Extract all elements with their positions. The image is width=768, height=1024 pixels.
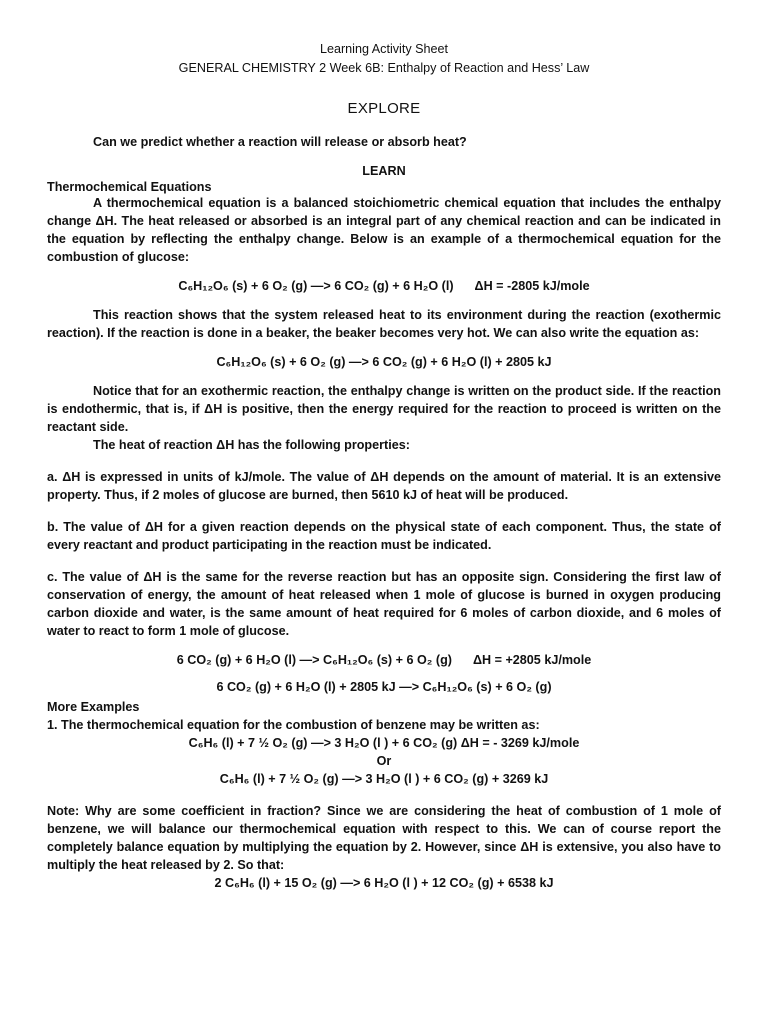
sheet-title: Learning Activity Sheet bbox=[319, 42, 449, 56]
explore-heading: EXPLORE bbox=[347, 100, 421, 117]
explore-question: Can we predict whether a reaction will release or absorb heat? bbox=[93, 135, 467, 149]
equation-benzene: C₆H₆ (l) + 7 ½ O₂ (g) —> 3 H₂O (l ) + 6 CO₂ (g) ΔH = - 3269 kJ/mole bbox=[188, 736, 580, 750]
equation-glucose-heat: C₆H₁₂O₆ (s) + 6 O₂ (g) —> 6 CO₂ (g) + 6 H₂O (l) + 2805 kJ bbox=[216, 355, 552, 369]
note-paragraph: Note: Why are some coefficient in fraction? Since we are considering the heat of combustion of 1 mole of benzene, we will balance our thermochemical equation with respect to this. We can of course report the completely balance equation by multiplying the equation by 2. However, since ΔH is extensive, you also have to multiply the heat released by 2. So that: bbox=[47, 804, 721, 872]
property-b: b. The value of ΔH for a given reaction depends on the physical state of each component. Thus, the state of every reactant and product participating in the reaction must be indicated. bbox=[47, 520, 721, 552]
equation-reverse: 6 CO₂ (g) + 6 H₂O (l) —> C₆H₁₂O₆ (s) + 6 O₂ (g) ΔH = +2805 kJ/mole bbox=[176, 653, 592, 667]
property-c: c. The value of ΔH is the same for the reverse reaction but has an opposite sign. Considering the first law of conservation of energy, the amount of heat released when 1 mole of glucose is burned in oxygen producing carbon dioxide and water, is the same amount of heat required for 6 moles of carbon dioxide, and 6 moles of water to react to form 1 mole of glucose. bbox=[47, 570, 721, 638]
property-a: a. ΔH is expressed in units of kJ/mole. The value of ΔH depends on the amount of material. It is an extensive property. Thus, if 2 moles of glucose are burned, then 5610 kJ of heat will be produced. bbox=[47, 470, 721, 502]
example-1: 1. The thermochemical equation for the combustion of benzene may be written as: bbox=[47, 718, 540, 732]
paragraph-properties-intro: The heat of reaction ΔH has the following properties: bbox=[93, 438, 410, 452]
paragraph-exothermic: This reaction shows that the system released heat to its environment during the reaction (exothermic reaction). If the reaction is done in a beaker, the beaker becomes very hot. We can also write the equation as: bbox=[47, 308, 721, 340]
equation-benzene-doubled: 2 C₆H₆ (l) + 15 O₂ (g) —> 6 H₂O (l ) + 12 CO₂ (g) + 6538 kJ bbox=[214, 876, 554, 890]
learn-heading: LEARN bbox=[362, 164, 406, 178]
course-title: GENERAL CHEMISTRY 2 Week 6B: Enthalpy of Reaction and Hess’ Law bbox=[178, 61, 590, 75]
equation-glucose-combustion: C₆H₁₂O₆ (s) + 6 O₂ (g) —> 6 CO₂ (g) + 6 H₂O (l) ΔH = -2805 kJ/mole bbox=[178, 279, 590, 293]
or-label: Or bbox=[376, 754, 392, 768]
more-examples-heading: More Examples bbox=[47, 700, 140, 714]
activity-sheet bbox=[47, 40, 721, 892]
equation-benzene-heat: C₆H₆ (l) + 7 ½ O₂ (g) —> 3 H₂O (l ) + 6 CO₂ (g) + 3269 kJ bbox=[219, 772, 549, 786]
paragraph-definition: A thermochemical equation is a balanced stoichiometric chemical equation that includes the enthalpy change ΔH. The heat released or absorbed is an integral part of any chemical reaction and can be indicated in the equation by reflecting the enthalpy change. Below is an example of a thermochemical equation for the combustion of glucose: bbox=[47, 196, 721, 264]
equation-reverse-heat: 6 CO₂ (g) + 6 H₂O (l) + 2805 kJ —> C₆H₁₂O₆ (s) + 6 O₂ (g) bbox=[216, 680, 552, 694]
thermochemical-subheading: Thermochemical Equations bbox=[47, 180, 212, 194]
paragraph-endothermic: Notice that for an exothermic reaction, the enthalpy change is written on the product side. If the reaction is endothermic, that is, if ΔH is positive, then the energy required for the reaction to proceed is written on the reactant side. bbox=[47, 384, 721, 434]
